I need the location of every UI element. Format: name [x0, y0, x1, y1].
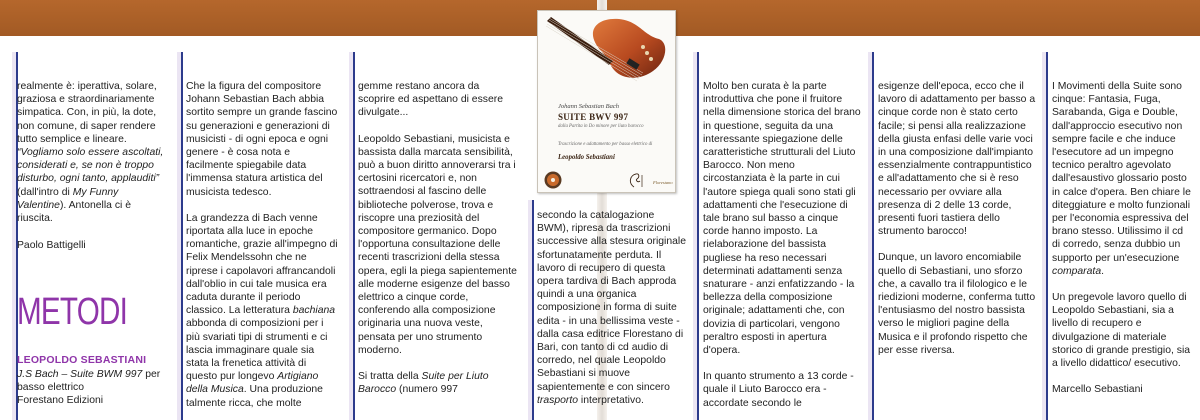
column-text: .	[1101, 265, 1104, 277]
column-rule	[868, 52, 872, 420]
article-column-4	[537, 209, 687, 407]
book-title-suffix: per basso elettrico	[17, 369, 161, 394]
italic-phrase: Artigiano della Musica	[186, 371, 319, 396]
column-text: abbonda di composizioni per i più svariati tipi di strumenti e ci lascia immaginare quale sia stata la frenetica attività di questo pur longevo	[186, 318, 328, 383]
article-column-1	[17, 80, 167, 252]
column-text: ). Antonella ci è riuscita.	[17, 199, 131, 225]
italic-phrase: Suite per Liuto Barocco	[358, 371, 489, 396]
section-title: METODI	[17, 291, 128, 333]
paragraph: Un pregevole lavoro quello di Leopoldo Sebastiani, sia a livello di recupero e divulgazione di materiale storico di grande prestigio, sia a livello didattico/ esecutivo.	[1052, 292, 1191, 370]
publisher-logo-icon	[626, 171, 654, 189]
paragraph: gemme restano ancora da scoprire ed aspettano di essere divulgate...	[358, 81, 503, 119]
cover-arranger: Leopoldo Sebastiani	[558, 154, 615, 161]
column-text: realmente è: iperattiva, solare, graziosa e straordinariamente simpatica. Con, in più, la dote, non comune, di saper rendere tutto semplice e lineare.	[17, 81, 157, 145]
article-column-2	[186, 80, 338, 410]
book-cover	[537, 10, 676, 193]
column-rule	[12, 52, 16, 420]
article-column-3	[358, 80, 518, 396]
cover-description: Trascrizione e adattamento per basso elettrico di	[558, 142, 653, 147]
column-rule	[1042, 52, 1046, 420]
bass-guitar-photo	[543, 13, 671, 98]
review-author-name: LEOPOLDO SEBASTIANI	[17, 354, 147, 366]
paragraph: Dunque, un lavoro encomiabile quello di Sebastiani, uno sforzo che, a cavallo tra il filologico e le riedizioni moderne, conferma tutto l'entusiasmo del nostro bassista verso le migliori pagine della Musica e il profondo rispetto che per esse riversa.	[878, 252, 1036, 356]
paragraph: Molto ben curata è la parte introduttiva che pone il fruitore nella dimensione storica del brano in questione, seguita da una interessante spiegazione delle caratteristiche strutturali del Liuto Barocco. Non meno circostanziata è la parte in cui l'autore spiega quali sono stati gli adattamenti che l'esecuzione di tale brano sul basso a cinque corde hanno imposto. La rielaborazione del bassista pugliese ha reso necessari determinati adattamenti senza snaturare - anzi enfatizzando - la bellezza della composizione originale; adattamenti che, con dovizia di particolari, vengono peraltro esposti in apertura d'opera.	[703, 81, 861, 357]
italic-word: trasporto	[537, 394, 579, 406]
paragraph: esigenze dell'epoca, ecco che il lavoro di adattamento per basso a cinque corde non è stato certo facile; si pensi alla realizzazione della giusta enfasi delle varie voci in una composizione dall'impianto essenzialmente contrappuntistico e all'adattamento che si è reso necessario per ovviare alla presenza di 2 delle 13 corde, presenti fuori tastiera dello strumento barocco!	[878, 81, 1036, 238]
column-text: I Movimenti della Suite sono cinque: Fantasia, Fuga, Sarabanda, Giga e Double, dall'approccio esecutivo non sempre facile e che induce l'esecutore ad un impegno tecnico peraltro agevolato dall'esaustivo glossario posto in calce d'opera. Ben chiare le diteggiature e molto funzionali per l'economia espressiva del brano stesso. Utilissimo il cd di corredo, senza dubbio un supporto per un'esecuzione	[1052, 81, 1191, 264]
column-rule	[693, 52, 697, 420]
signature: Marcello Sebastiani	[1052, 384, 1143, 396]
column-text: . Una produzione talmente ricca, che molte	[186, 384, 323, 409]
paragraph: Che la figura del compositore Johann Sebastian Bach abbia sortito sempre un grande fascino su generazioni e generazioni di musicisti - di ogni epoca e ogni genere - è cosa nota e facilmente spiegabile data l'immensa statura artistica del musicista tedesco.	[186, 81, 338, 198]
signature: Paolo Battigelli	[17, 240, 86, 252]
quote: “Vogliamo solo essere ascoltati, considerati e, se non è troppo disturbo, ogni tanto, applauditi”	[17, 147, 164, 185]
italic-word: bachiana	[292, 305, 336, 317]
italic-word: comparata	[1052, 265, 1102, 277]
paragraph: Leopoldo Sebastiani, musicista e bassista dalla marcata sensibilità, può a buon diritto annoverarsi tra i certosini ricercatori e, non sottraendosi al fascino delle biblioteche polverose, trova e riscopre una preziosità del compositore germanico. Dopo l'opportuna consultazione delle recenti trascrizioni della stessa opera, egli la piega sapientemente alle moderne esigenze del basso elettrico a cinque corde, conferendo alla composizione originaria una nuova veste, pensata per uno strumento moderno.	[358, 133, 517, 356]
album-title: My Funny Valentine	[17, 186, 119, 211]
column-rule	[349, 52, 353, 420]
publisher: Forestano Edizioni	[17, 395, 104, 407]
article-column-6	[878, 80, 1036, 357]
column-text: interpretativo.	[578, 394, 644, 406]
column-text: Si tratta della	[358, 371, 422, 383]
column-text: (numero 997	[396, 384, 458, 396]
column-text: secondo la catalogazione BWM), ripresa da trascrizioni successive alla stesura originale sfortunatamente perduta. Il lavoro di recupero di questa opera tardiva di Bach approda quindi a una organica composizione in forma di suite edita - in una bellissima veste - dalla casa editrice Florestano di Bari, con tanto di cd audio di corredo, nel quale Leopoldo Sebastiani si muove sapientemente e con sincero	[537, 210, 687, 393]
column-rule	[528, 200, 532, 420]
publisher-logo-text: Florestano	[653, 180, 673, 185]
column-rule	[177, 52, 181, 420]
article-column-7	[1052, 80, 1194, 396]
cover-subtitle: dalla Partita in Do minore per liuto barocco	[558, 124, 644, 129]
paragraph: In quanto strumento a 13 corde - quale il Liuto Barocco era - accordate secondo le	[703, 371, 854, 409]
article-column-5	[703, 80, 861, 410]
book-info	[17, 368, 162, 408]
cover-author: Johann Sebastian Bach	[558, 103, 620, 110]
cd-disc-icon	[544, 171, 562, 189]
book-title: J.S Bach – Suite BWM 997	[17, 369, 143, 380]
column-text: La grandezza di Bach venne riportata alla luce in epoche romantiche, grazie all'impegno di Felix Mendelssohn che ne riprese i capolavori affrancandoli dall'oblio in cui tale musica era caduta durante il periodo classico. La letteratura	[186, 212, 338, 317]
column-text: (dall'intro di	[17, 186, 73, 198]
cover-title: SUITE BWV 997	[558, 112, 629, 122]
